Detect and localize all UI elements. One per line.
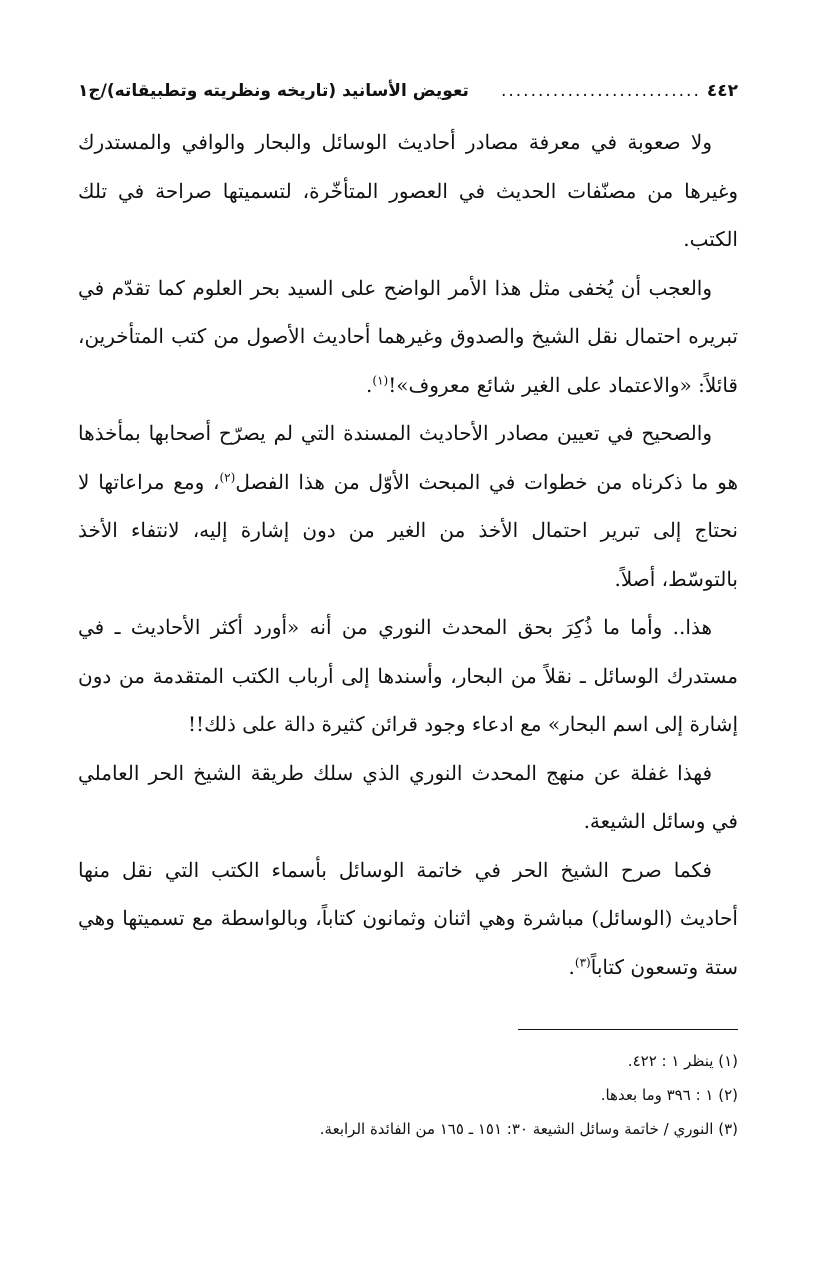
- paragraph: [78, 749, 738, 846]
- paragraph-text: والعجب أن يُخفى مثل هذا الأمر الواضح على السيد بحر العلوم كما تقدّم في تبريره احتمال نقل الشيخ والصدوق وغيرهما أحاديث الأصول من كتب المتأخرين، قائلاً: «والاعتماد على الغير شائع معروف»!: [78, 275, 738, 397]
- footnote: (٣) النوري / خاتمة وسائل الشيعة ٣٠: ١٥١ ـ ١٦٥ من الفائدة الرابعة.: [319, 1120, 738, 1138]
- paragraph-text: هذا.. وأما ما ذُكِرَ بحق المحدث النوري من أنه «أورد أكثر الأحاديث ـ في مستدرك الوسائل ـ نقلاً من البحار، وأسندها إلى أرباب الكتب المتقدمة من دون إشارة إلى اسم البحار» مع ادعاء وجود قرائن كثيرة دالة على ذلك!!: [78, 615, 738, 736]
- running-header: [78, 76, 738, 106]
- footnote-reference[interactable]: (١): [372, 372, 389, 387]
- paragraph-text: ولا صعوبة في معرفة مصادر أحاديث الوسائل والبحار والوافي والمستدرك وغيرها من مصنّفات الحديث في العصور المتأخّرة، لتسميتها صراحة في تلك الكتب.: [78, 130, 738, 251]
- paragraph-text: فكما صرح الشيخ الحر في خاتمة الوسائل بأسماء الكتب التي نقل منها أحاديث (الوسائل) مباشرة وهي اثنان وثمانون كتاباً، وبالواسطة مع تسميتها وهي ستة وتسعون كتاباً: [78, 857, 738, 979]
- paragraph-text: فهذا غفلة عن منهج المحدث النوري الذي سلك طريقة الشيخ الحر العاملي في وسائل الشيعة.: [78, 760, 738, 833]
- leader-dots: ...........................: [500, 81, 701, 101]
- paragraph: [78, 603, 738, 749]
- paragraph: [78, 409, 738, 603]
- footnote-reference[interactable]: (٢): [219, 469, 236, 484]
- paragraph: [78, 264, 738, 410]
- paragraph-text: .: [366, 372, 373, 397]
- body-text: [78, 118, 738, 991]
- footnotes: [78, 1044, 738, 1146]
- paragraph-text: .: [568, 954, 575, 979]
- book-page: [78, 76, 738, 1146]
- footnote-separator: [518, 1029, 738, 1030]
- paragraph: [78, 118, 738, 264]
- running-title: تعويض الأسانيد (تاريخه ونظريته وتطبيقاته)/ج١: [78, 81, 469, 101]
- footnote: (١) ينظر ١ : ٤٢٢.: [627, 1052, 738, 1070]
- footnote: (٢) ١ : ٣٩٦ وما بعدها.: [600, 1086, 738, 1104]
- paragraph: [78, 846, 738, 992]
- footnote-reference[interactable]: (٣): [574, 954, 591, 969]
- paragraph-text: ، ومع مراعاتها لا نحتاج إلى تبرير احتمال الأخذ من الغير من دون إشارة إليه، لانتفاء الأخذ بالتوسّط، أصلاً.: [78, 469, 738, 591]
- paragraph-text: والصحيح في تعيين مصادر الأحاديث المسندة التي لم يصرّح أصحابها بمأخذها هو ما ذكرناه من خطوات في المبحث الأوّل من هذا الفصل: [78, 421, 738, 494]
- page-number: ٤٤٢: [706, 81, 738, 101]
